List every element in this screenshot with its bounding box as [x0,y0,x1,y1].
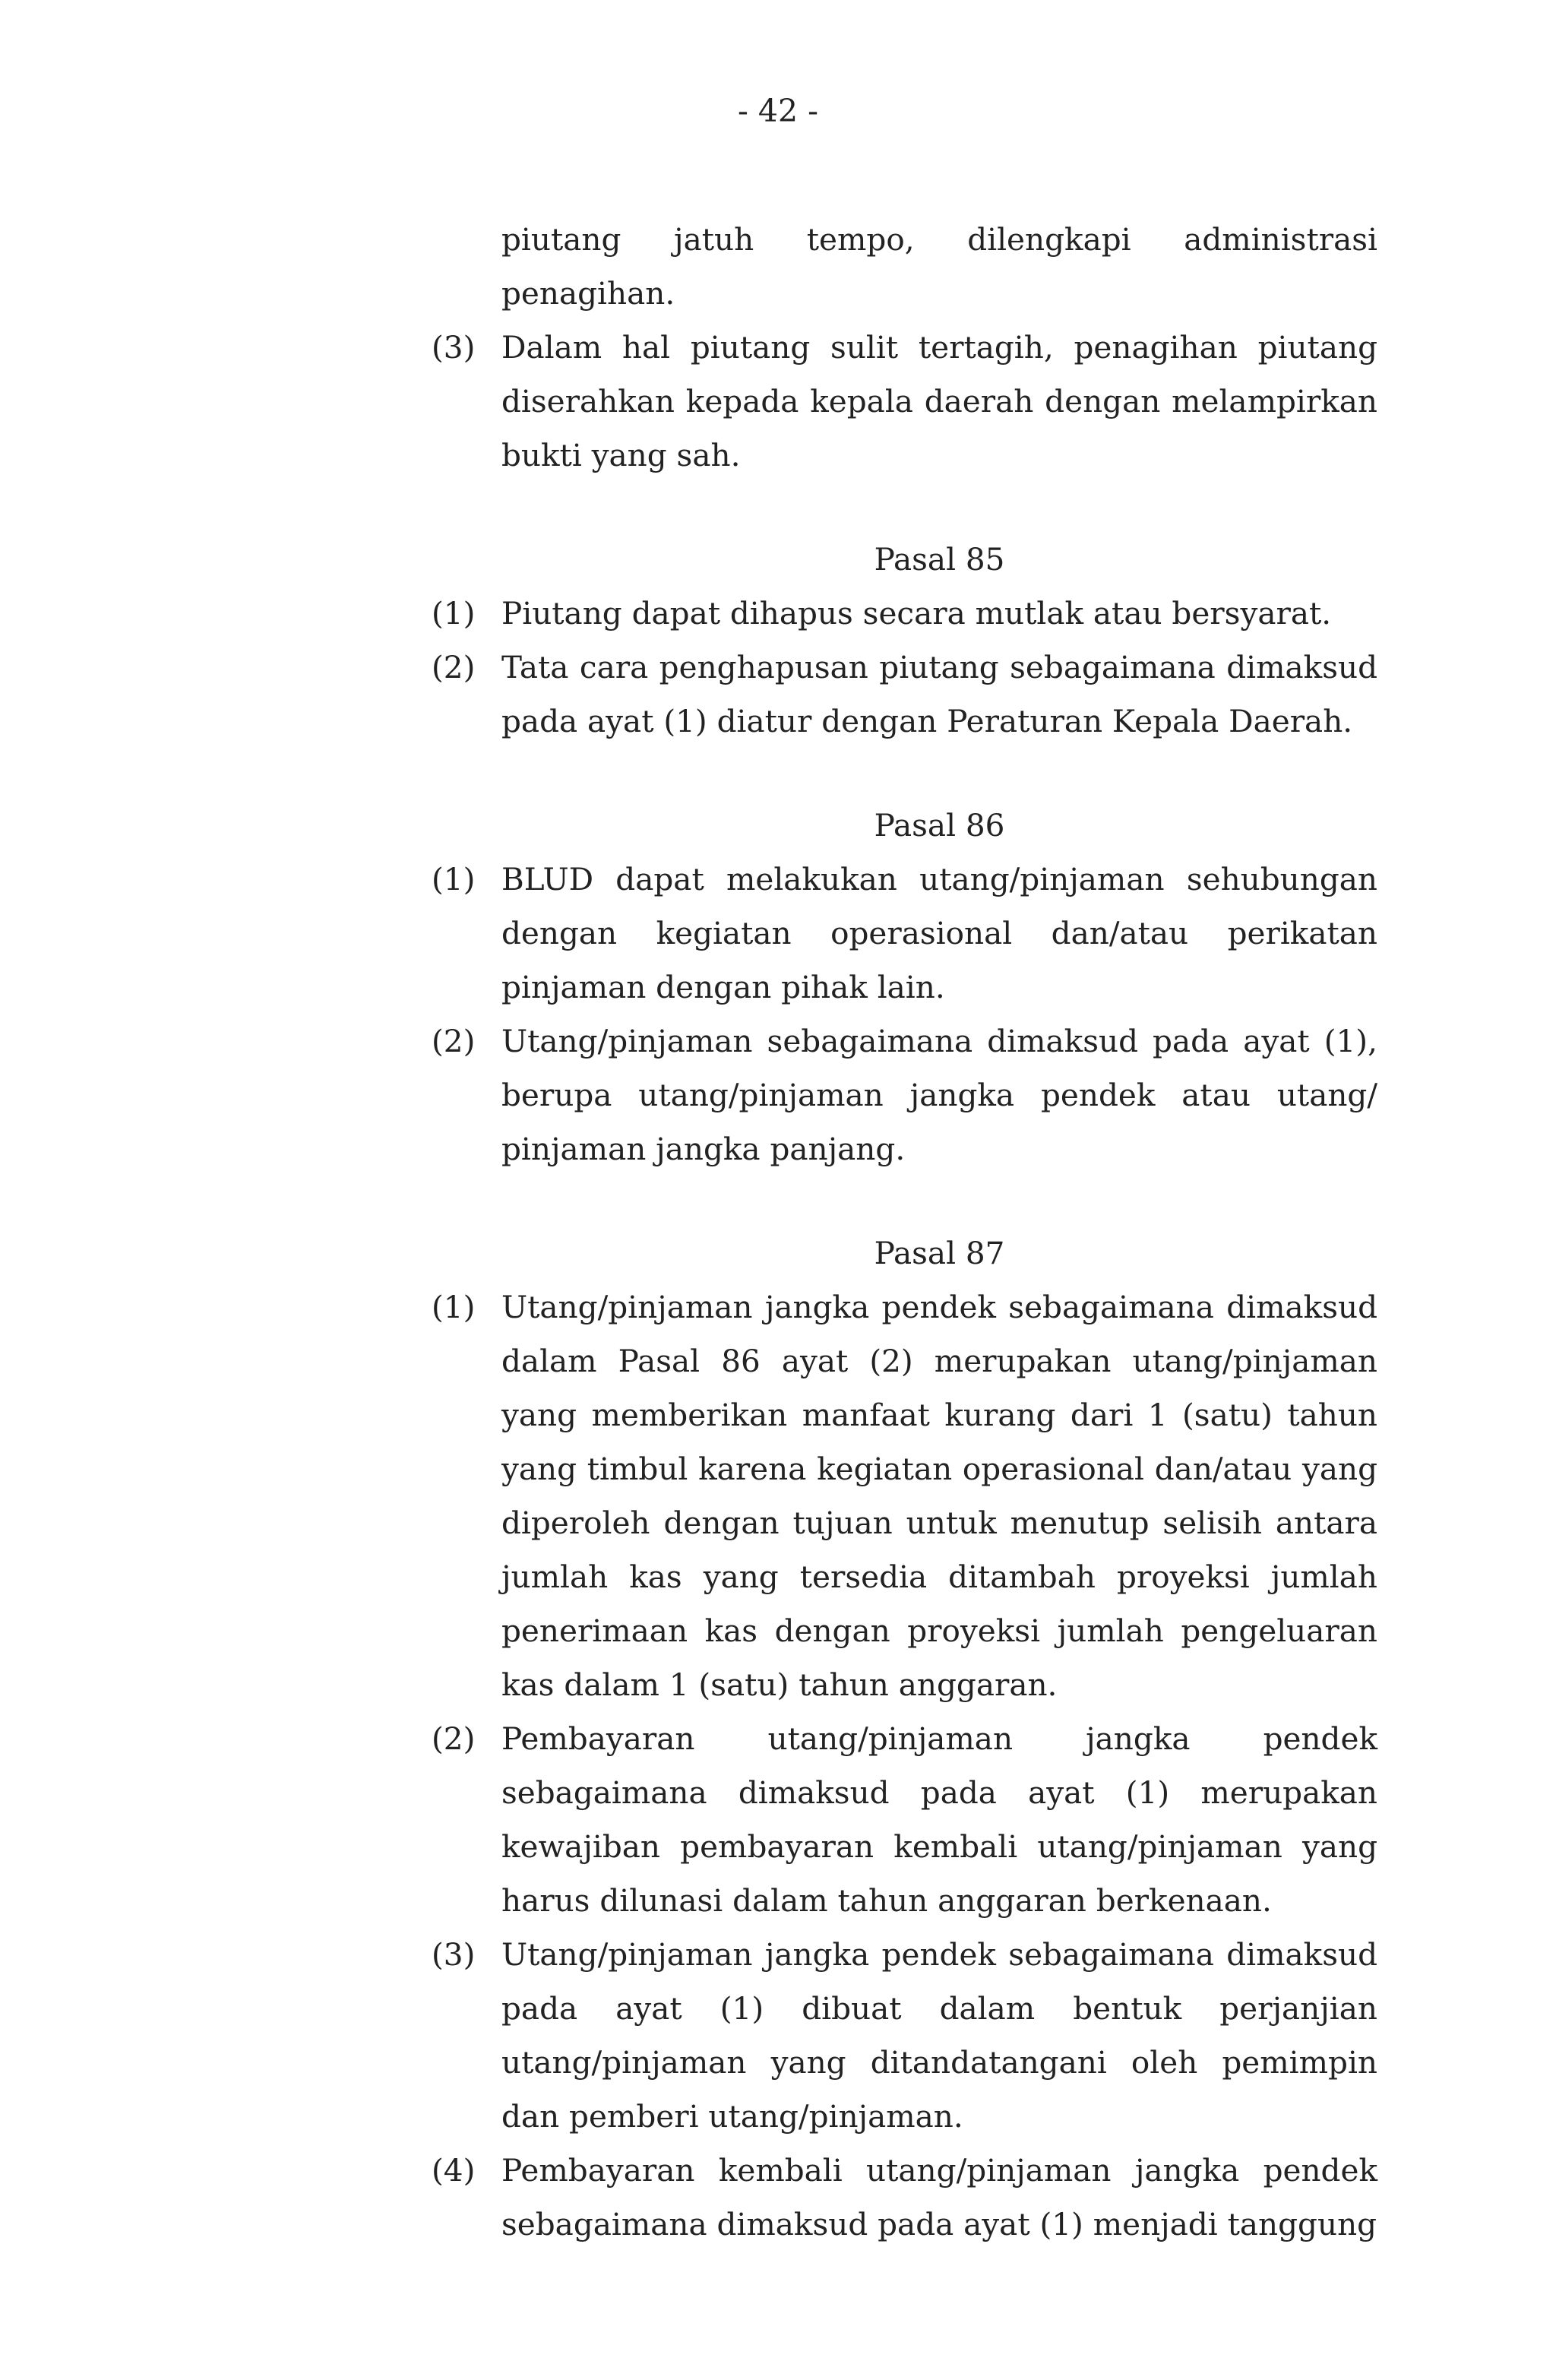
paragraph [432,213,1377,321]
paragraph-number: (4) [432,2152,476,2189]
paragraph-number: (3) [432,329,476,366]
paragraph-number: (3) [432,1936,476,1973]
paragraph-number: (1) [432,1289,476,1325]
paragraph-number: (1) [432,861,476,897]
paragraph-text: Utang/pinjaman jangka pendek sebagaimana dimaksud pada ayat (1) dibuat dalam bentuk perjanjian utang/pinjaman yang ditandatangani oleh pemimpin dan pemberi utang/pinjaman. [501,1936,1377,2135]
paragraph-text: Piutang dapat dihapus secara mutlak atau bersyarat. [501,595,1332,631]
document-body [432,213,1377,2252]
paragraph [432,1712,1377,1928]
paragraph-text: Tata cara penghapusan piutang sebagaimana dimaksud pada ayat (1) diatur dengan Peraturan Kepala Daerah. [501,649,1377,739]
section-pasal-87 [432,1226,1377,2252]
paragraph-text: Utang/pinjaman sebagaimana dimaksud pada ayat (1), berupa utang/pinjaman jangka pendek atau utang/ pinjaman jangka panjang. [501,1023,1377,1167]
paragraph [432,1014,1377,1176]
section-pasal-86 [432,799,1377,1176]
section-continuation [432,213,1377,483]
paragraph-number: (2) [432,649,476,685]
section-pasal-85 [432,533,1377,748]
page-number: - 42 - [738,93,818,129]
paragraph [432,1928,1377,2144]
article-heading: Pasal 87 [874,1235,1005,1271]
paragraph-text: Pembayaran utang/pinjaman jangka pendek sebagaimana dimaksud pada ayat (1) merupakan kewajiban pembayaran kembali utang/pinjaman yang harus dilunasi dalam tahun anggaran berkenaan. [501,1720,1377,1919]
paragraph-number: (2) [432,1023,476,1059]
paragraph-text: piutang jatuh tempo, dilengkapi administrasi penagihan. [501,221,1377,312]
paragraph-text: Utang/pinjaman jangka pendek sebagaimana dimaksud dalam Pasal 86 ayat (2) merupakan utang/pinjaman yang memberikan manfaat kurang dari 1 (satu) tahun yang timbul karena kegiatan operasional dan/atau yang diperoleh dengan tujuan untuk menutup selisih antara jumlah kas yang tersedia ditambah proyeksi jumlah penerimaan kas dengan proyeksi jumlah pengeluaran kas dalam 1 (satu) tahun anggaran. [501,1289,1377,1703]
article-heading: Pasal 85 [874,541,1005,578]
paragraph [432,853,1377,1014]
paragraph [432,641,1377,748]
paragraph-number: (1) [432,595,476,631]
paragraph-text: Dalam hal piutang sulit tertagih, penagihan piutang diserahkan kepada kepala daerah dengan melampirkan bukti yang sah. [501,329,1377,473]
article-heading: Pasal 86 [874,807,1005,843]
paragraph-number: (2) [432,1720,476,1757]
paragraph [432,1280,1377,1712]
paragraph [432,2144,1377,2252]
paragraph-text: BLUD dapat melakukan utang/pinjaman sehubungan dengan kegiatan operasional dan/atau perikatan pinjaman dengan pihak lain. [501,861,1377,1005]
paragraph-text: Pembayaran kembali utang/pinjaman jangka pendek sebagaimana dimaksud pada ayat (1) menjadi tanggung [501,2152,1377,2242]
paragraph [432,321,1377,483]
paragraph [432,587,1377,641]
